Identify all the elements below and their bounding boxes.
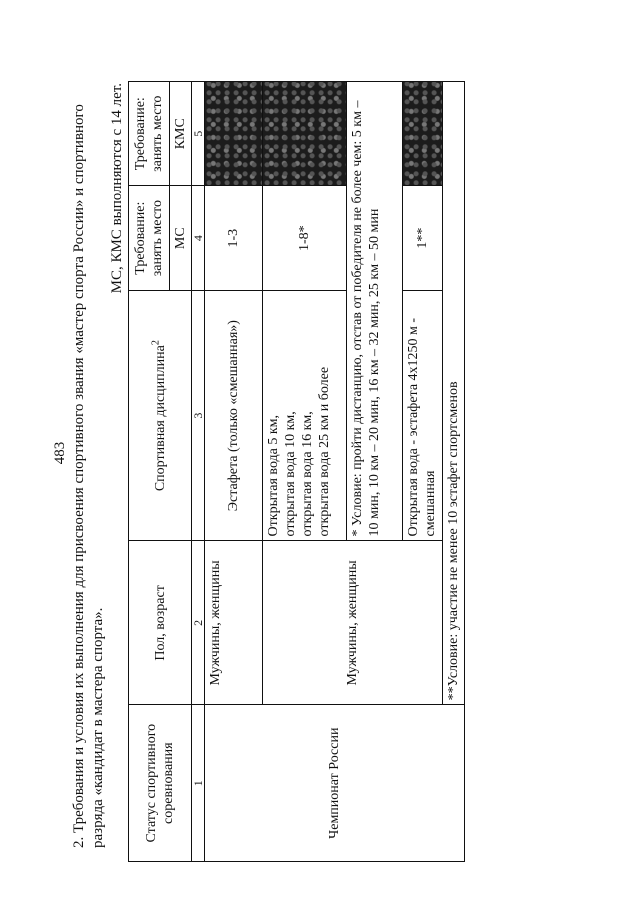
- column-number: 3: [192, 290, 205, 541]
- condition-cell: **Условие: участие не менее 10 эстафет спортсменов: [443, 82, 465, 705]
- discipline-line: открытая вода 25 км и более: [317, 366, 332, 537]
- column-number: 1: [192, 705, 205, 862]
- header-requirement-ms: Требование: занять место: [129, 186, 170, 290]
- header-row: [129, 82, 170, 862]
- header-status: Статус спортивного соревнования: [129, 705, 192, 862]
- footnote-marker: 2: [149, 340, 161, 346]
- header-kms: КМС: [170, 82, 192, 186]
- kms-shaded-cell: [403, 82, 443, 186]
- column-number: 2: [192, 541, 205, 705]
- discipline-line: открытая вода 10 км,: [283, 411, 298, 537]
- gender-cell: Мужчины, женщины: [205, 541, 263, 705]
- kms-shaded-cell: [205, 82, 263, 186]
- discipline-line: открытая вода 16 км,: [300, 411, 315, 537]
- table-row: [205, 82, 263, 862]
- page-number: 483: [52, 441, 68, 465]
- age-note: МС, КМС выполняются с 14 лет.: [109, 83, 125, 294]
- column-number: 5: [192, 82, 205, 186]
- header-discipline: Спортивная дисциплина$^2$: [129, 290, 192, 541]
- intro-text: 2. Требования и условия их выполнения для присвоения спортивного звания «мастер спорта России» и спортивного разряда «кандидат в мастера спорта».: [71, 104, 106, 848]
- ms-place-cell: 1-8*: [263, 186, 347, 290]
- discipline-cell: Открытая вода - эстафета 4х1250 м - смешанная: [403, 290, 443, 541]
- discipline-line: Открытая вода 5 км,: [266, 414, 281, 537]
- discipline-cell: Эстафета (только «смешанная»): [205, 290, 263, 541]
- intro-paragraph: [70, 88, 108, 848]
- header-ms: МС: [170, 186, 192, 290]
- header-gender: Пол, возраст: [129, 541, 192, 705]
- ms-place-cell: 1**: [403, 186, 443, 290]
- requirements-table: [128, 81, 465, 862]
- gender-cell: Мужчины, женщины: [263, 541, 443, 705]
- kms-shaded-cell: [263, 82, 347, 186]
- status-cell: Чемпионат России: [205, 705, 465, 862]
- header-requirement-kms: Требование: занять место: [129, 82, 170, 186]
- condition-cell: * Условие: пройти дистанцию, отстав от победителя не более чем: 5 км – 10 мин, 10 км – 20 мин, 16 км – 32 мин, 25 км – 50 мин: [347, 82, 403, 541]
- discipline-cell: [263, 290, 347, 541]
- column-number-row: [192, 82, 205, 862]
- ms-place-cell: 1-3: [205, 186, 263, 290]
- column-number: 4: [192, 186, 205, 290]
